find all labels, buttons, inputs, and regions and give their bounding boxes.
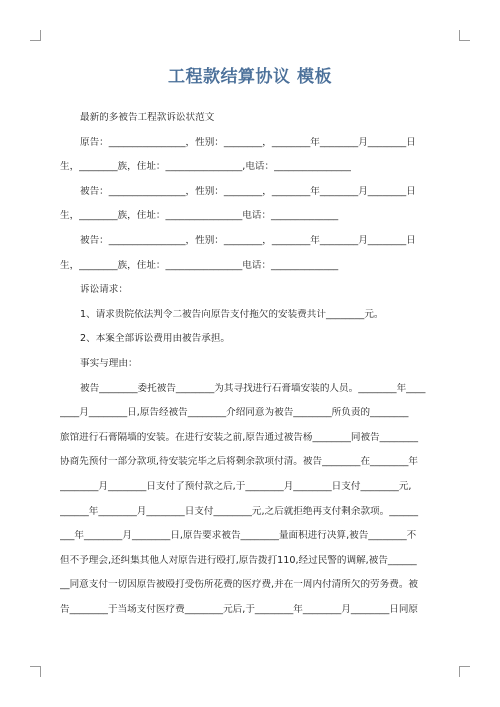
document-line: ____月________日,原告经被告________介绍同意为被告________所负责的________ [60, 407, 409, 419]
document-line: 原告：________________，性别：________，________年________月________日 [80, 136, 416, 148]
document-line: 事实与理由： [80, 357, 138, 369]
document-body [60, 112, 440, 628]
document-line: 被告：________________，性别：________，________年________月________日 [80, 234, 416, 246]
crop-mark-bottom-left [30, 666, 41, 677]
document-line: 被告________委托被告________为其寻找进行石膏墙安装的人员。________年____ [80, 382, 426, 394]
document-line: 协商先预付一部分款项,待安装完毕之后将剩余款项付清。被告________在________年 [60, 456, 419, 468]
document-line: ________月________日支付了预付款之后,于________月________日支付________元, [60, 480, 412, 492]
document-title: 工程款结算协议 模板 [168, 67, 332, 87]
document-line: 生，________族，住址：________________电话：______________ [60, 210, 339, 222]
crop-mark-bottom-right [459, 666, 470, 677]
document-line: ______年________月________日支付________元,之后就拒绝再支付剩余款项。______ [60, 505, 419, 517]
document-line: 生，________族，住址：________________,电话：________________ [60, 161, 351, 173]
document-line: 诉讼请求： [80, 284, 128, 296]
document-line: 生，________族，住址：________________电话：______________ [60, 259, 339, 271]
crop-mark-top-right [459, 30, 470, 41]
document-line: 告________于当场支付医疗费________元后,于________年________月________日同原 [60, 603, 419, 615]
document-line: 但不予理会,还纠集其他人对原告进行殴打,原告拨打110,经过民警的调解,被告______ [60, 554, 417, 566]
document-line: ___年________月________日,原告要求被告________量面积进行决算,被告________不 [60, 530, 417, 542]
document-line: 旅馆进行石膏隔墙的安装。在进行安装之前,原告通过被告杨________同被告________ [60, 431, 419, 443]
document-line: 2、本案全部诉讼费用由被告承担。 [80, 333, 231, 345]
crop-mark-top-left [30, 30, 41, 41]
document-line: __同意支付一切因原告被殴打受伤所花费的医疗费,并在一周内付清所欠的劳务费。被 [60, 579, 419, 591]
document-line: 被告：________________，性别：________，________年________月________日 [80, 185, 416, 197]
document-line: 1、请求贵院依法判令二被告向原告支付拖欠的安装费共计________元。 [80, 308, 384, 320]
document-line: 最新的多被告工程款诉讼状范文 [80, 112, 215, 123]
